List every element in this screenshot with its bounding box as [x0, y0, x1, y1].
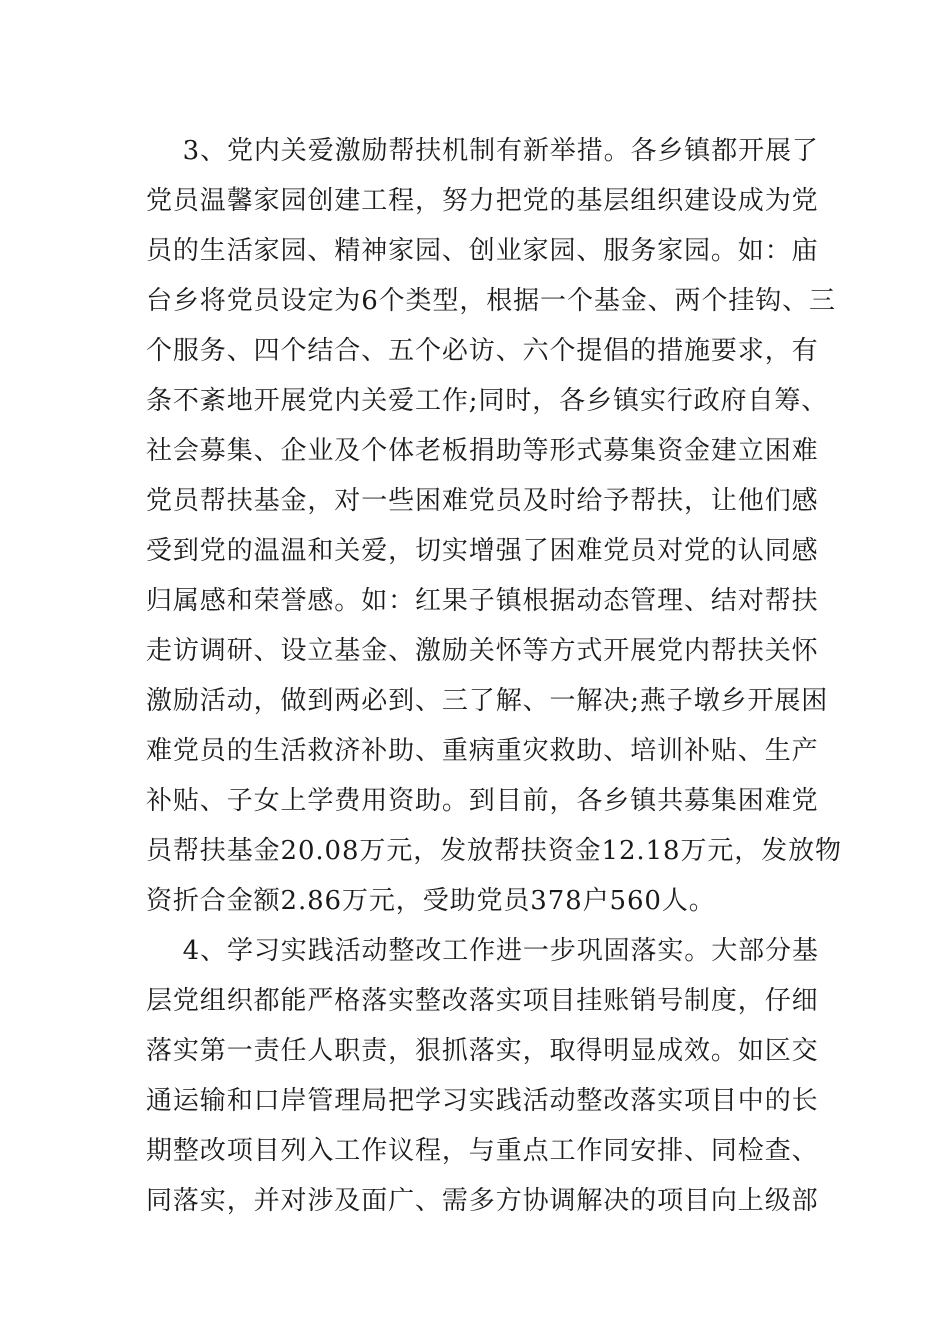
text-line: 层党组织都能严格落实整改落实项目挂账销号制度，仔细	[146, 986, 819, 1016]
text-line: 落实第一责任人职责，狠抓落实，取得明显成效。如区交	[146, 1036, 819, 1066]
text-line: 4、学习实践活动整改工作进一步巩固落实。大部分基	[146, 936, 819, 966]
text-line: 激励活动，做到两必到、三了解、一解决;燕子墩乡开展困	[146, 686, 829, 716]
text-line: 党员温馨家园创建工程，努力把党的基层组织建设成为党	[146, 186, 819, 216]
text-line: 员帮扶基金20.08万元，发放帮扶资金12.18万元，发放物	[146, 836, 842, 866]
text-line: 走访调研、设立基金、激励关怀等方式开展党内帮扶关怀	[146, 636, 819, 666]
text-line: 党员帮扶基金，对一些困难党员及时给予帮扶，让他们感	[146, 486, 819, 516]
text-line: 同落实，并对涉及面广、需多方协调解决的项目向上级部	[146, 1186, 819, 1216]
text-line: 受到党的温温和关爱，切实增强了困难党员对党的认同感	[146, 536, 819, 566]
text-line: 通运输和口岸管理局把学习实践活动整改落实项目中的长	[146, 1086, 819, 1116]
text-line: 个服务、四个结合、五个必访、六个提倡的措施要求，有	[146, 336, 819, 366]
text-line: 台乡将党员设定为6个类型，根据一个基金、两个挂钩、三	[146, 286, 836, 316]
document-body	[146, 126, 842, 1226]
text-line: 难党员的生活救济补助、重病重灾救助、培训补贴、生产	[146, 736, 819, 766]
text-line: 条不紊地开展党内关爱工作;同时，各乡镇实行政府自筹、	[146, 386, 829, 416]
text-line: 补贴、子女上学费用资助。到目前，各乡镇共募集困难党	[146, 786, 819, 816]
text-line: 资折合金额2.86万元，受助党员378户560人。	[146, 886, 716, 916]
text-line: 期整改项目列入工作议程，与重点工作同安排、同检查、	[146, 1136, 819, 1166]
paragraph-3	[146, 126, 842, 926]
text-line: 员的生活家园、精神家园、创业家园、服务家园。如：庙	[146, 236, 819, 266]
text-line: 归属感和荣誉感。如：红果子镇根据动态管理、结对帮扶	[146, 586, 819, 616]
text-line: 3、党内关爱激励帮扶机制有新举措。各乡镇都开展了	[146, 136, 819, 166]
paragraph-4	[146, 926, 819, 1226]
text-line: 社会募集、企业及个体老板捐助等形式募集资金建立困难	[146, 436, 819, 466]
